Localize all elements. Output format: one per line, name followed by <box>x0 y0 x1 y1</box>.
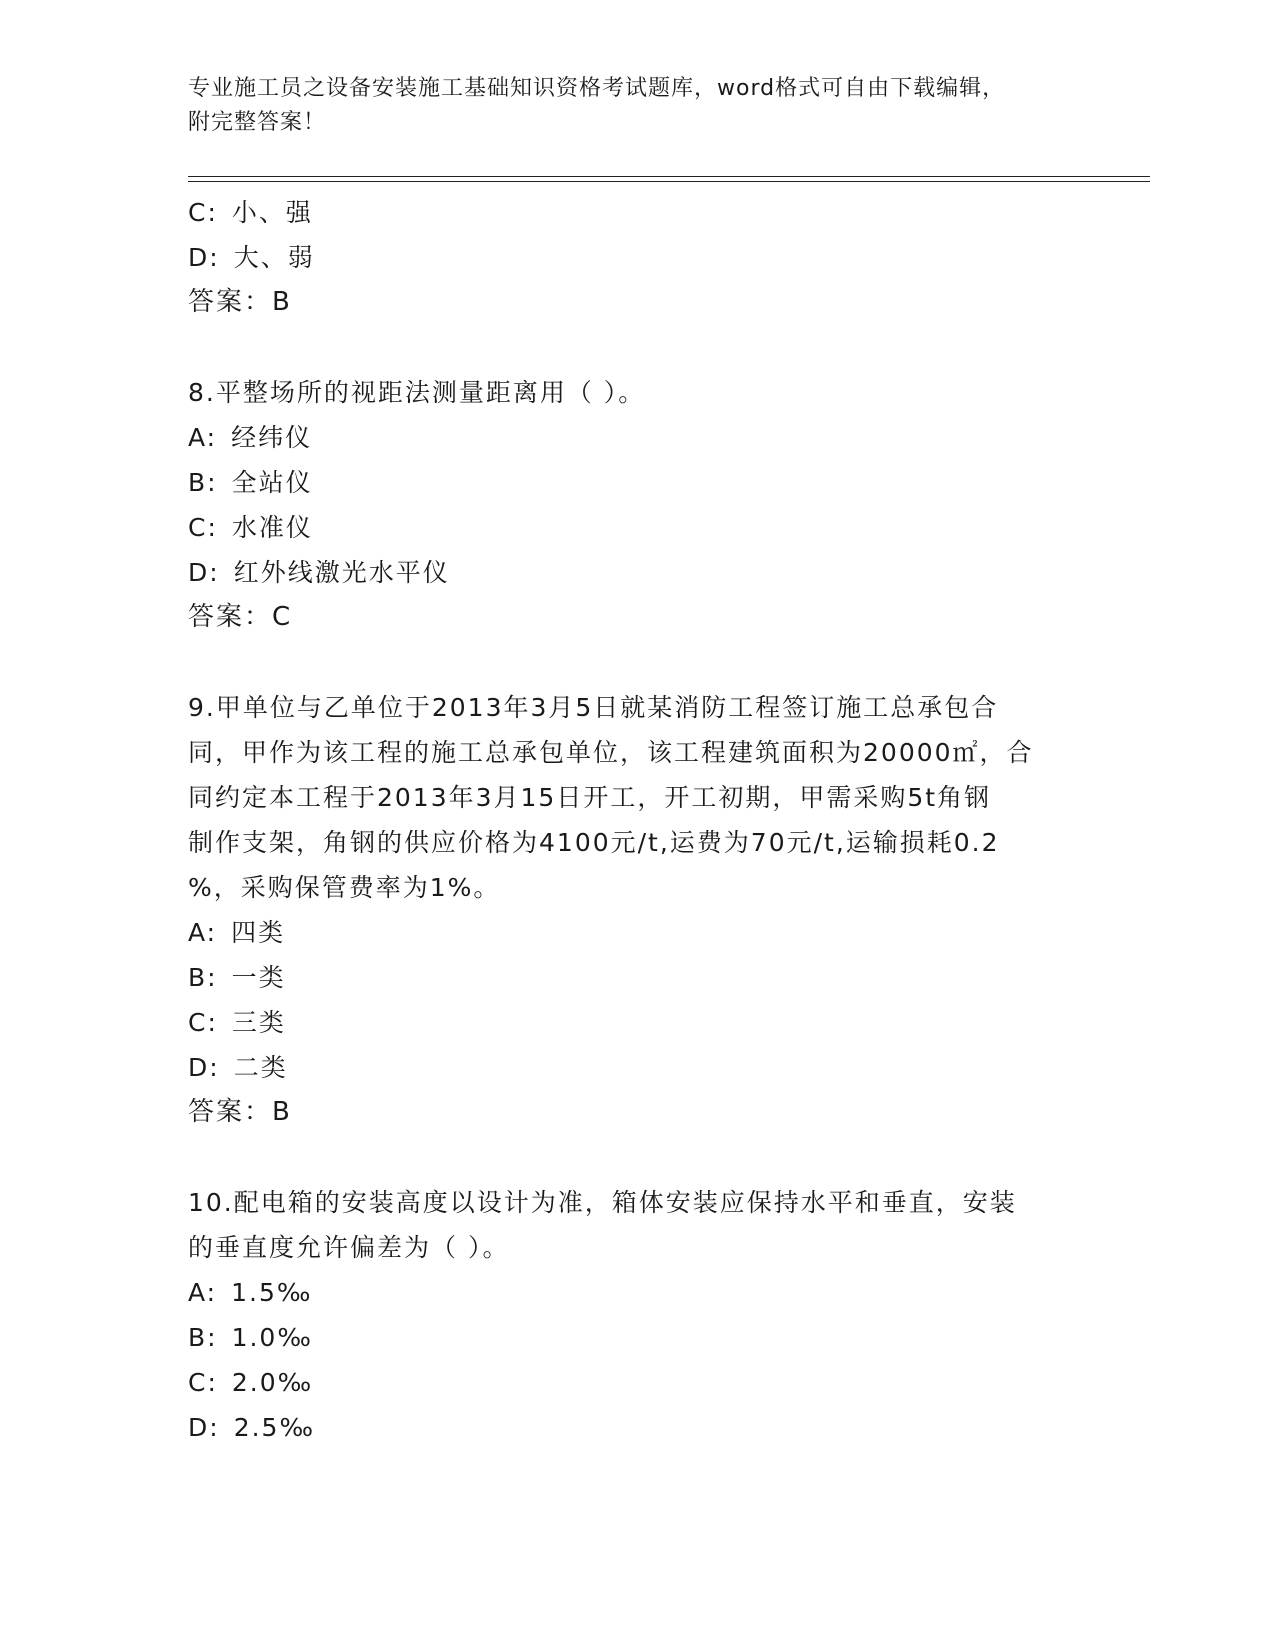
option-a <box>188 415 1088 460</box>
document-header <box>188 72 1068 140</box>
spacer <box>188 325 1088 370</box>
option-b <box>188 1315 1088 1360</box>
option-letter: D: <box>188 243 220 272</box>
option-text: 1.5‰ <box>231 1278 313 1307</box>
spacer <box>188 640 1088 685</box>
option-d <box>188 550 1088 595</box>
question-10-line-1: 10.配电箱的安装高度以设计为准，箱体安装应保持水平和垂直，安装 <box>188 1188 1017 1217</box>
option-text: 1.0‰ <box>231 1323 313 1352</box>
option-letter: D: <box>188 1053 220 1082</box>
answer-line: 答案：C <box>188 602 293 632</box>
question-9-line-2: 同，甲作为该工程的施工总承包单位，该工程建筑面积为20000㎡，合 <box>188 738 1034 767</box>
option-letter: B: <box>188 963 218 992</box>
option-text: 2.5‰ <box>233 1413 315 1442</box>
option-text: 二类 <box>233 1053 288 1082</box>
option-d <box>188 235 1088 280</box>
option-b <box>188 955 1088 1000</box>
header-line-2: 附完整答案！ <box>188 110 327 135</box>
header-line-1: 专业施工员之设备安装施工基础知识资格考试题库，word格式可自由下载编辑， <box>188 76 1006 101</box>
question-9-line-1: 9.甲单位与乙单位于2013年3月5日就某消防工程签订施工总承包合 <box>188 693 999 722</box>
option-text: 一类 <box>231 963 286 992</box>
option-b <box>188 460 1088 505</box>
option-c <box>188 1000 1088 1045</box>
option-text: 四类 <box>231 918 286 947</box>
question-list <box>188 190 1088 1450</box>
option-text: 全站仪 <box>231 468 313 497</box>
option-letter: C: <box>188 198 218 227</box>
option-text: 水准仪 <box>231 513 313 542</box>
option-letter: A: <box>188 918 218 947</box>
question-9-line-4: 制作支架，角钢的供应价格为4100元/t,运费为70元/t,运输损耗0.2 <box>188 828 1000 857</box>
option-c <box>188 505 1088 550</box>
question-9-line-5: %，采购保管费率为1%。 <box>188 873 501 902</box>
option-text: 2.0‰ <box>231 1368 314 1397</box>
option-a <box>188 1270 1088 1315</box>
option-letter: C: <box>188 513 218 542</box>
option-letter: D: <box>188 558 220 587</box>
option-letter: D: <box>188 1413 220 1442</box>
option-text: 小、强 <box>231 198 313 227</box>
answer-line: 答案：B <box>188 287 292 317</box>
option-text: 三类 <box>231 1008 286 1037</box>
header-rule-bottom <box>188 181 1150 182</box>
option-letter: B: <box>188 1323 218 1352</box>
option-text: 红外线激光水平仪 <box>233 558 450 587</box>
option-text: 大、弱 <box>233 243 315 272</box>
question-8-text: 8.平整场所的视距法测量距离用（ ）。 <box>188 378 646 407</box>
option-letter: B: <box>188 468 218 497</box>
option-d <box>188 1405 1088 1450</box>
option-letter: A: <box>188 1278 218 1307</box>
spacer <box>188 1135 1088 1180</box>
option-d <box>188 1045 1088 1090</box>
question-10-line-2: 的垂直度允许偏差为（ ）。 <box>188 1233 510 1262</box>
answer-line: 答案：B <box>188 1097 292 1127</box>
option-letter: A: <box>188 423 218 452</box>
option-letter: C: <box>188 1368 218 1397</box>
question-9-line-3: 同约定本工程于2013年3月15日开工，开工初期，甲需采购5t角钢 <box>188 783 992 812</box>
option-letter: C: <box>188 1008 218 1037</box>
option-text: 经纬仪 <box>231 423 313 452</box>
option-c <box>188 190 1088 235</box>
header-rule-top <box>188 176 1150 177</box>
option-a <box>188 910 1088 955</box>
option-c <box>188 1360 1088 1405</box>
